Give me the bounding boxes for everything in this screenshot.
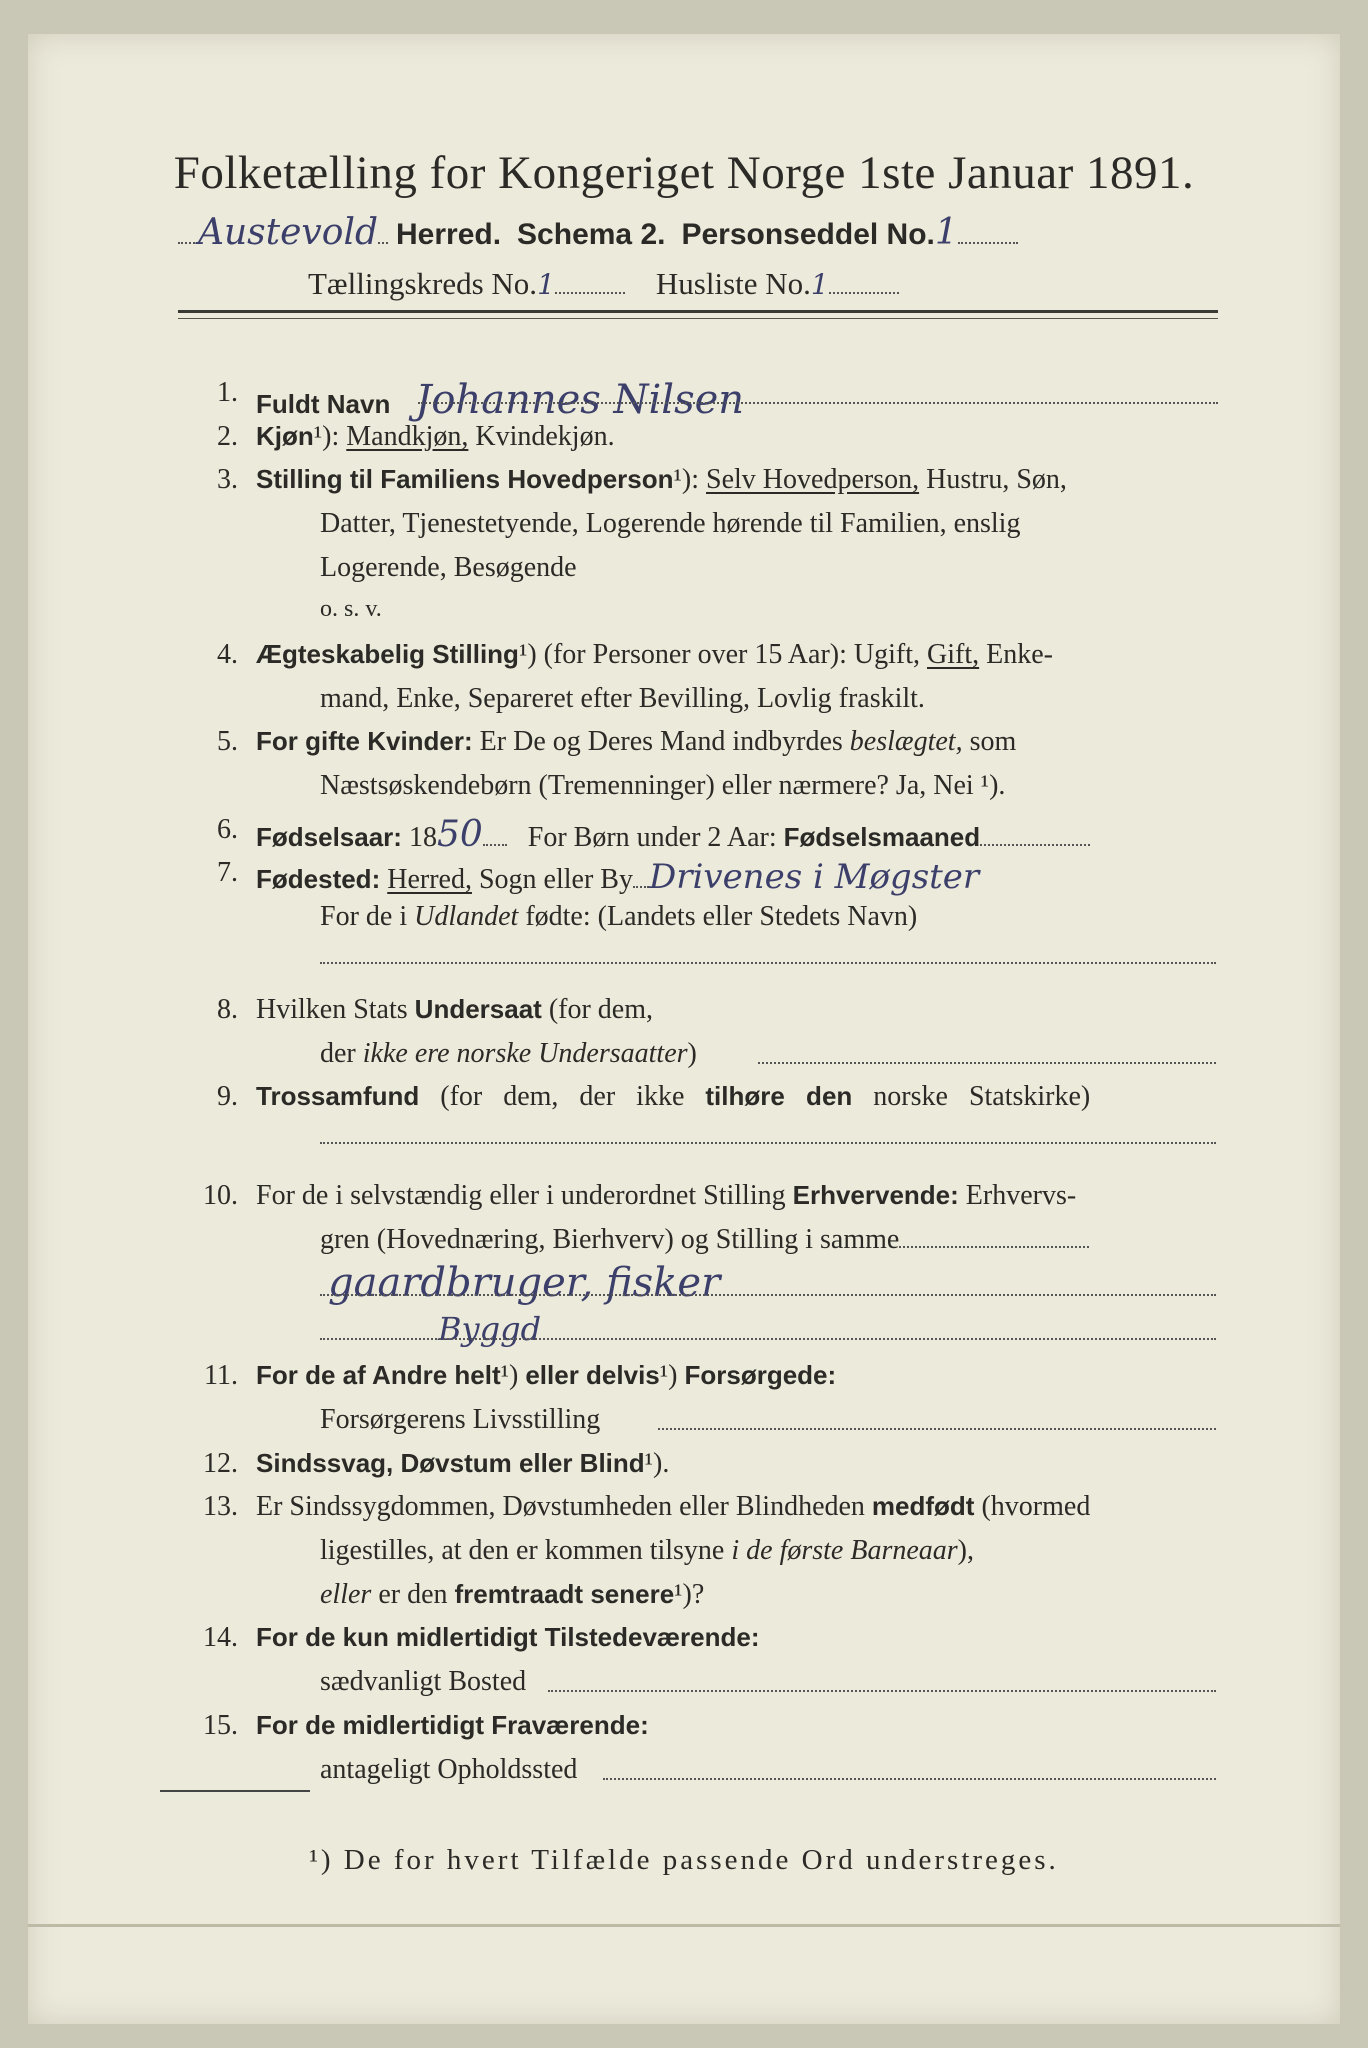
q14-number: 14. bbox=[203, 1622, 238, 1653]
q5-line2: Næstsøskendebørn (Tremenninger) eller nærmere? Ja, Nei ¹). bbox=[320, 770, 1006, 801]
q3-line3: Logerende, Besøgende bbox=[320, 552, 577, 583]
q8-dotfill bbox=[758, 1062, 1216, 1064]
q4-line1: Ægteskabelig Stilling¹) (for Personer over 15 Aar): Ugift, Gift, Enke- bbox=[256, 639, 1053, 670]
q15-line2: antageligt Opholdssted bbox=[320, 1754, 578, 1785]
page-bottom-rule bbox=[28, 1924, 1340, 1927]
q6-number: 6. bbox=[217, 814, 238, 845]
personseddel-no: 1 bbox=[934, 212, 958, 253]
q7-label: Fødested: bbox=[256, 864, 381, 894]
q10-location-value: Byggd bbox=[438, 1310, 542, 1348]
q14-line1: For de kun midlertidigt Tilstedeværende: bbox=[256, 1622, 760, 1652]
q7-line2: For de i Udlandet fødte: (Landets eller Stedets Navn) bbox=[320, 901, 918, 932]
q1-label: Fuldt Navn bbox=[256, 389, 391, 419]
q11-label: Forsørgede: bbox=[684, 1360, 837, 1390]
q10-occupation-value: gaardbruger, fisker bbox=[328, 1260, 721, 1306]
q10-line1: For de i selvstændig eller i underordnet Stilling Erhvervende: Erhvervs- bbox=[256, 1180, 1077, 1211]
husliste-no: 1 bbox=[810, 268, 829, 301]
q13-line1: Er Sindssygdommen, Døvstumheden eller Blindheden medfødt (hvormed bbox=[256, 1491, 1091, 1522]
q11-line2: Forsørgerens Livsstilling bbox=[320, 1404, 601, 1435]
q14-line2: sædvanligt Bosted bbox=[320, 1666, 527, 1697]
q4-label: Ægteskabelig Stilling bbox=[256, 639, 519, 669]
q3-number: 3. bbox=[217, 464, 238, 495]
q2-mandkjon: Mandkjøn, bbox=[346, 421, 469, 452]
q14-dotfill bbox=[548, 1690, 1216, 1692]
q8-number: 8. bbox=[217, 994, 238, 1025]
schema-label: Schema 2. bbox=[517, 218, 666, 251]
q1-line bbox=[256, 377, 744, 423]
husliste-label: Husliste No. bbox=[655, 266, 811, 301]
kreds-no: 1 bbox=[537, 268, 555, 301]
q9-dotfill bbox=[320, 1142, 1216, 1144]
footnote-rule bbox=[160, 1790, 310, 1792]
personseddel-label: Personseddel No. bbox=[681, 218, 935, 251]
kreds-label: Tællingskreds No. bbox=[308, 266, 538, 301]
q5-line1: For gifte Kvinder: Er De og Deres Mand indbyrdes beslægtet, som bbox=[256, 726, 1017, 757]
q11-line1: For de af Andre helt¹) eller delvis¹) Forsørgede: bbox=[256, 1360, 837, 1391]
q12-label: Sindssvag, Døvstum eller Blind bbox=[256, 1448, 645, 1478]
q6-year-value: 50 bbox=[436, 814, 483, 855]
q7-dotfill bbox=[320, 962, 1216, 964]
q15-dotfill bbox=[603, 1778, 1216, 1780]
q10-line2: gren (Hovednæring, Bierhverv) og Stilling i samme bbox=[320, 1224, 1089, 1256]
q13-line3: eller er den fremtraadt senere¹)? bbox=[320, 1579, 705, 1610]
q3-line2: Datter, Tjenestetyende, Logerende hørende til Familien, enslig bbox=[320, 508, 1021, 539]
q15-number: 15. bbox=[203, 1710, 238, 1741]
q5-label: For gifte Kvinder: bbox=[256, 726, 473, 756]
q15-line1: For de midlertidigt Fraværende: bbox=[256, 1710, 649, 1740]
q13-number: 13. bbox=[203, 1491, 238, 1522]
q11-number: 11. bbox=[204, 1360, 238, 1391]
q5-number: 5. bbox=[217, 726, 238, 757]
herred-line bbox=[178, 212, 1018, 253]
q14-label: midlertidigt Tilstedeværende: bbox=[395, 1622, 760, 1652]
q2-kvindekjon: Kvindekjøn. bbox=[475, 421, 615, 452]
q9-number: 9. bbox=[217, 1081, 238, 1112]
census-form bbox=[28, 34, 1340, 2024]
q1-dotfill bbox=[418, 402, 1218, 404]
header-rule-thin bbox=[178, 318, 1218, 319]
q12-number: 12. bbox=[203, 1448, 238, 1479]
q12-line: Sindssvag, Døvstum eller Blind¹). bbox=[256, 1448, 670, 1479]
q7-place-value: Drivenes i Møgster bbox=[648, 857, 980, 897]
q7-number: 7. bbox=[217, 857, 238, 888]
q2-label: Kjøn bbox=[256, 421, 314, 451]
q6-line: Fødselsaar: 1850 For Børn under 2 Aar: Fødselsmaaned bbox=[256, 814, 1090, 855]
kreds-line bbox=[308, 266, 899, 302]
q10-number: 10. bbox=[203, 1180, 238, 1211]
q6-label2: Fødselsmaaned bbox=[783, 822, 981, 852]
q4-line2: mand, Enke, Separeret efter Bevilling, Lovlig fraskilt. bbox=[320, 683, 925, 714]
q2-line: Kjøn¹): Mandkjøn, Kvindekjøn. bbox=[256, 421, 615, 452]
q10-dotfill-2 bbox=[320, 1338, 1216, 1340]
q13-line2: ligestilles, at den er kommen tilsyne i de første Barneaar), bbox=[320, 1535, 974, 1566]
q4-number: 4. bbox=[217, 639, 238, 670]
q1-number: 1. bbox=[217, 377, 238, 408]
herred-name: Austevold bbox=[198, 212, 378, 253]
q3-label: Stilling til Familiens Hovedperson bbox=[256, 464, 674, 494]
form-title: Folketælling for Kongeriget Norge 1ste Januar 1891. bbox=[173, 147, 1195, 199]
q10-dotfill-1 bbox=[320, 1294, 1216, 1296]
q3-selv-hovedperson: Selv Hovedperson, bbox=[706, 464, 920, 495]
q13-label: medfødt bbox=[871, 1491, 975, 1521]
q9-label: Trossamfund bbox=[256, 1081, 420, 1111]
herred-label: Herred. bbox=[396, 218, 502, 251]
q6-label: Fødselsaar: bbox=[256, 822, 402, 852]
q15-label: midlertidigt Fraværende: bbox=[342, 1710, 649, 1740]
q8-line1: Hvilken Stats Undersaat (for dem, bbox=[256, 994, 654, 1025]
q8-line2: der ikke ere norske Undersaatter) bbox=[320, 1038, 697, 1069]
q1-name-value: Johannes Nilsen bbox=[415, 377, 745, 423]
q3-line1: Stilling til Familiens Hovedperson¹): Selv Hovedperson, Hustru, Søn, bbox=[256, 464, 1067, 495]
q10-label: Erhvervende: bbox=[792, 1180, 959, 1210]
q8-label: Undersaat bbox=[414, 994, 542, 1024]
footnote: ¹) De for hvert Tilfælde passende Ord understreges. bbox=[309, 1844, 1059, 1876]
q3-line4: o. s. v. bbox=[320, 596, 382, 622]
q2-number: 2. bbox=[217, 421, 238, 452]
q4-gift: Gift, bbox=[927, 639, 980, 670]
header-rule bbox=[178, 310, 1218, 313]
q7-line1: Fødested: Herred, Sogn eller By Drivenes i Møgster bbox=[256, 857, 980, 897]
q9-line1: Trossamfund (for dem, der ikke tilhøre den norske Statskirke) bbox=[256, 1081, 1091, 1112]
q11-dotfill bbox=[658, 1428, 1216, 1430]
q7-herred: Herred, bbox=[387, 864, 472, 895]
